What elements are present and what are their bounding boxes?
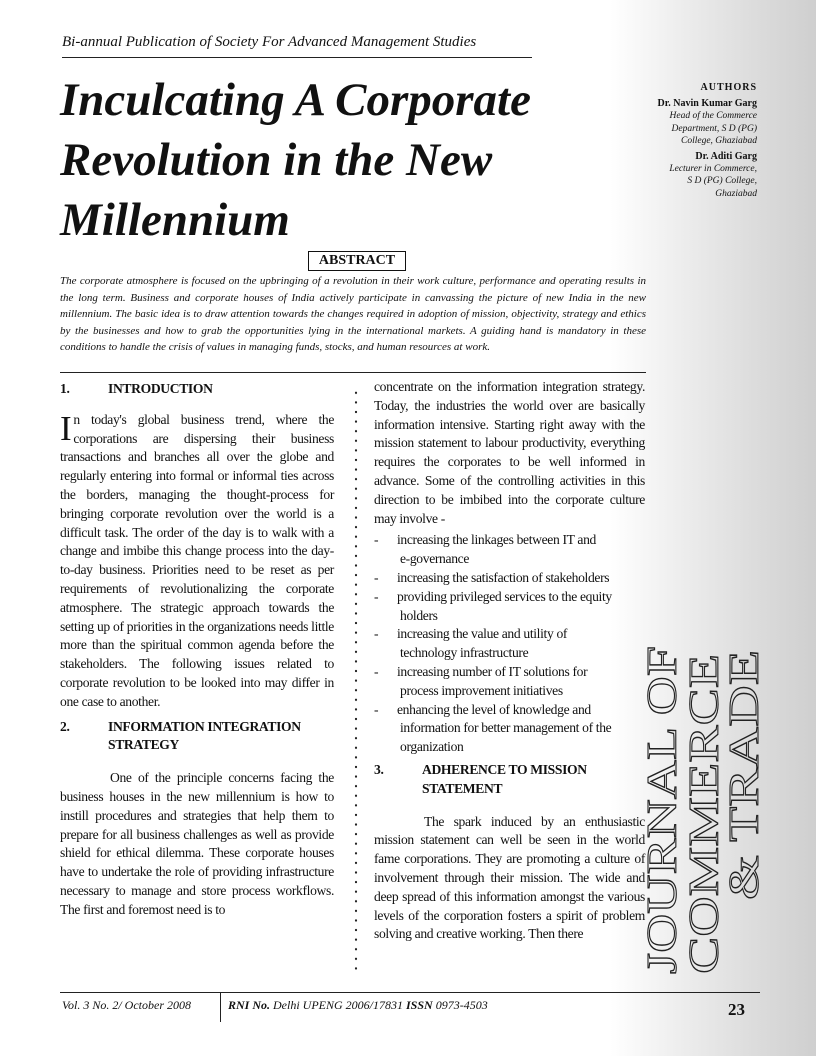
- list-item: - increasing the satisfaction of stakeholders: [374, 569, 610, 585]
- intro-text: n today's global business trend, where the corporations are dispersing their business transactions and branches all over the globe and regularly entering into formal or informal ties across the borders, managing the thought-process for bringing corporate revolution over the world is a difficult task. The order of the day is to walk with a change and imbibe this change process into the day-to-day business. Priorities need to be reset as per requirements of revolutionalizing the corporate atmosphere. The strategic approach towards the setting up of priorities in the organizations needs little more than the spiritual common agenda before the stakeholders. The following issues related to corporate revolution to be looked into may differ in one case to another.: [60, 411, 334, 709]
- footer-rule: [60, 992, 760, 993]
- section-title: INTRODUCTION: [108, 381, 213, 396]
- journal-name-line2: COMMERCE: [682, 733, 728, 974]
- paragraph: concentrate on the information integration strategy. Today, the industries the world over are basically information intensive. Starting right away with the mission statement to labour productivity, everything requires the corporates to be well informed in advance. Some of the controlling activities in this direction to be imbibed into the corporate culture may involve -: [374, 379, 645, 526]
- header-rule: [62, 57, 532, 58]
- authors-block: [600, 82, 757, 203]
- footer-registration: [228, 998, 488, 1013]
- section-heading: [60, 380, 334, 399]
- section-heading: [60, 718, 334, 756]
- issn-value: 0973-4503: [435, 998, 488, 1012]
- list-item: - increasing the value and utility of technology infrastructure: [374, 626, 568, 661]
- journal-name-line3: & TRADE: [722, 717, 768, 900]
- author-name: Dr. Navin Kumar Garg: [657, 98, 757, 109]
- rni-label: RNI No.: [228, 998, 271, 1012]
- issn-label: ISSN: [406, 998, 433, 1012]
- right-column: [374, 378, 645, 944]
- section-heading: [374, 761, 645, 799]
- paragraph: One of the principle concerns facing the business houses in the new millennium is how to instill procedures and strategies that help them to prepare for all business challenges as well as provide shield for ethical dilemma. These corporate houses have to undertake the role of providing infrastructure necessary to manage and store process workflows. The first and foremost need is to: [60, 770, 334, 917]
- section-title: ADHERENCE TO MISSION STATEMENT: [422, 761, 587, 796]
- footer-divider: [220, 992, 221, 1022]
- page-number: 23: [728, 1000, 745, 1019]
- author-affiliation: Head of the Commerce Department, S D (PG) College, Ghaziabad: [669, 111, 757, 146]
- journal-name-vertical: [630, 640, 770, 980]
- paragraph: The spark induced by an enthusiastic mission statement can well be seen in the world fame corporations. They are promoting a culture of involvement through their mission. The wide and deep spread of this information amongst the various levels of the corporation fosters a spirit of problem solving and creative working. Then there: [374, 813, 645, 942]
- author-affiliation: Lecturer in Commerce, S D (PG) College, Ghaziabad: [669, 163, 757, 199]
- journal-name-svg: [630, 640, 770, 980]
- intro-paragraph: [60, 408, 334, 712]
- section-number: 2.: [60, 718, 70, 734]
- author-name: Dr. Aditi Garg: [695, 150, 757, 162]
- section-number: 3.: [374, 761, 384, 777]
- section-number: 1.: [60, 381, 70, 396]
- left-column: [60, 380, 334, 920]
- article-title: Inculcating A Corporate Revolution in the New Millennium: [60, 74, 531, 246]
- rni-value: Delhi UPENG 2006/17831: [273, 998, 404, 1012]
- column-dotted-divider: [354, 388, 358, 972]
- authors-heading: AUTHORS: [700, 82, 757, 93]
- footer-volume: Vol. 3 No. 2/ October 2008: [62, 998, 191, 1012]
- abstract-rule: [60, 372, 646, 373]
- list-item: - enhancing the level of knowledge and information for better management of the organization: [374, 701, 612, 755]
- publication-line: Bi-annual Publication of Society For Advanced Management Studies: [62, 34, 477, 50]
- section-title: INFORMATION INTEGRATION STRATEGY: [108, 718, 301, 753]
- list-item: - increasing number of IT solutions for process improvement initiatives: [374, 663, 588, 698]
- list-item: - providing privileged services to the equity holders: [374, 588, 612, 623]
- journal-name-line1: JOURNAL OF: [640, 720, 686, 974]
- abstract-text: The corporate atmosphere is focused on the upbringing of a revolution in their work culture, performance and operating results in the long term. Business and corporate houses of India actively participate in canvassing the picture of new India in the new millennium. The basic idea is to draw attention towards the changes required in adoption of mission, objectivity, strategy and ethics by the businesses and how to grab the opportunities lying in the international markets. A guiding hand is mandatory in these conditions to handle the crisis of values in managing funds, stocks, and human resources at work.: [60, 275, 646, 353]
- abstract-label: ABSTRACT: [308, 251, 406, 271]
- list-item: - increasing the linkages between IT and e-governance: [374, 532, 596, 567]
- drop-cap: I: [60, 408, 72, 448]
- bullet-list: [374, 531, 645, 757]
